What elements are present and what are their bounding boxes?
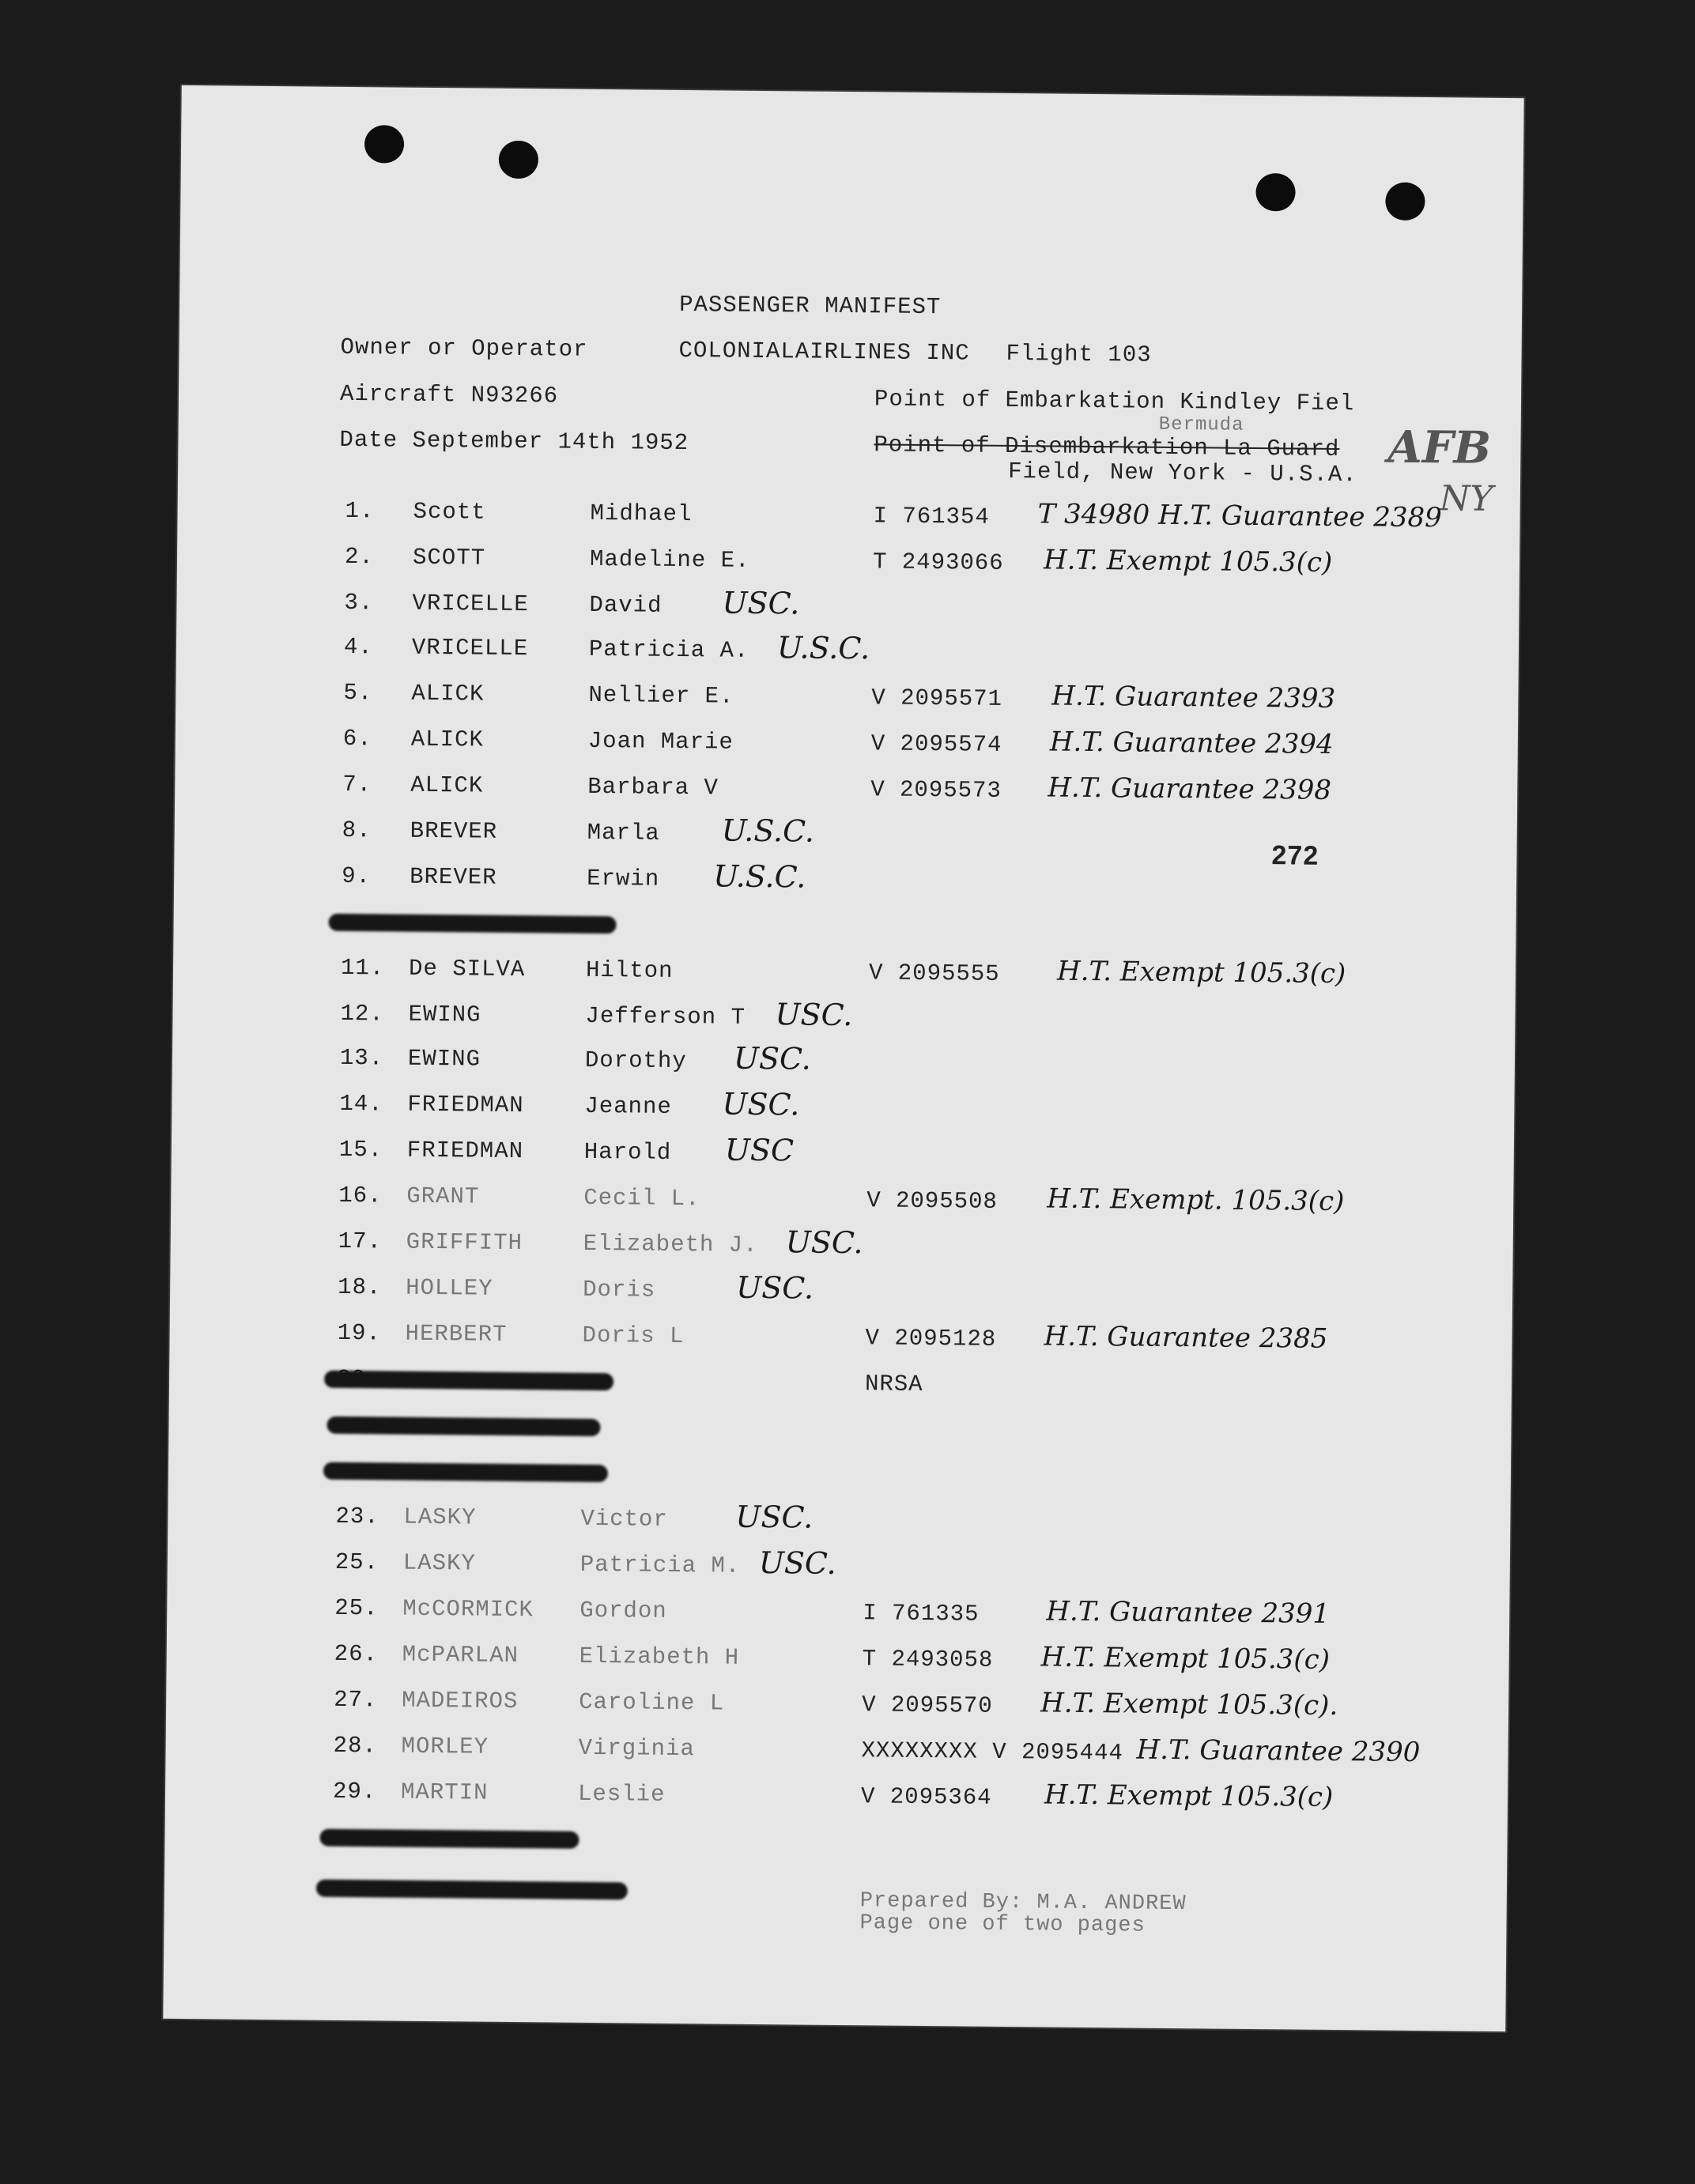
passenger-surname: LASKY	[403, 1503, 477, 1531]
row-number: 18.	[338, 1273, 382, 1301]
redaction-mark	[319, 1829, 579, 1849]
punch-hole	[1385, 183, 1425, 221]
row-number: 15.	[338, 1136, 383, 1164]
redaction-mark	[329, 914, 617, 934]
row-number: 13.	[339, 1044, 384, 1072]
row-number: 17.	[338, 1228, 383, 1255]
passenger-surname: MARTIN	[400, 1779, 489, 1806]
row-number: 6.	[342, 725, 372, 753]
usc-annotation: USC.	[785, 1224, 863, 1261]
passenger-surname: MORLEY	[401, 1733, 489, 1760]
page-count: Page one of two pages	[859, 1911, 1146, 1938]
passenger-given-name: Barbara V	[587, 773, 719, 802]
handwritten-note: H.T. Exempt 105.3(c)	[1043, 544, 1333, 579]
row-number: 29.	[332, 1778, 377, 1805]
handwritten-note: T 34980 H.T. Guarantee 2389	[1037, 498, 1442, 534]
travel-document: V 2095570	[861, 1692, 993, 1719]
row-number: 26.	[334, 1640, 379, 1668]
usc-annotation: U.S.C.	[712, 858, 806, 895]
punch-hole	[1255, 173, 1295, 211]
handwritten-note: H.T. Exempt 105.3(c)	[1056, 955, 1346, 990]
page-title: PASSENGER MANIFEST	[678, 291, 942, 321]
usc-annotation: USC.	[775, 997, 853, 1033]
passenger-given-name: Hilton	[585, 956, 674, 984]
usc-annotation: USC.	[758, 1545, 836, 1581]
passenger-given-name: Gordon	[579, 1597, 667, 1624]
passenger-surname: McCORMICK	[402, 1595, 534, 1624]
punch-hole	[364, 125, 404, 163]
disembarkation-point: Point of Disembarkation La Guard	[874, 432, 1340, 462]
manifest-date: Date September 14th 1952	[339, 426, 689, 457]
page-stamp: 272	[1271, 840, 1319, 871]
travel-document: I 761354	[873, 503, 990, 530]
passenger-given-name: Cecil L.	[583, 1184, 700, 1213]
row-number: 11.	[340, 954, 385, 982]
passenger-surname: FRIEDMAN	[407, 1091, 524, 1119]
row-number: 28.	[333, 1732, 377, 1760]
passenger-surname: SCOTT	[412, 544, 486, 571]
passenger-given-name: Harold	[583, 1138, 672, 1166]
travel-document: T 2493066	[872, 549, 1004, 576]
row-number: 14.	[339, 1090, 383, 1118]
handwritten-note: H.T. Exempt. 105.3(c)	[1047, 1183, 1345, 1218]
margin-note: AFB	[1387, 421, 1492, 474]
manifest-sheet	[163, 85, 1523, 2031]
row-number: 4.	[343, 633, 373, 661]
passenger-given-name: Marla	[587, 819, 660, 847]
passenger-given-name: David	[589, 591, 663, 619]
redaction-mark	[324, 1371, 613, 1391]
passenger-surname: ALICK	[411, 680, 485, 707]
handwritten-note: H.T. Exempt 105.3(c)	[1040, 1641, 1331, 1676]
passenger-surname: ALICK	[410, 771, 484, 799]
row-number: 16.	[338, 1182, 383, 1209]
passenger-given-name: Jefferson T	[585, 1002, 746, 1031]
prepared-by: Prepared By: M.A. ANDREW	[859, 1889, 1187, 1917]
passenger-surname: ALICK	[410, 726, 485, 753]
passenger-surname: LASKY	[402, 1549, 477, 1577]
disembarkation-city: Field, New York - U.S.A.	[1007, 458, 1357, 488]
row-number: 19.	[337, 1319, 382, 1347]
margin-note-ny: NY	[1439, 478, 1493, 519]
row-number: 12.	[340, 1000, 384, 1028]
travel-document: V 2095574	[870, 730, 1002, 758]
passenger-given-name: Midhael	[590, 500, 693, 528]
passenger-given-name: Jeanne	[584, 1092, 672, 1120]
row-number: 1.	[345, 497, 375, 525]
passenger-surname: GRIFFITH	[406, 1228, 523, 1257]
travel-document: V 2095573	[870, 776, 1002, 804]
travel-document: XXXXXXXX V 2095444	[861, 1737, 1124, 1767]
passenger-given-name: Virginia	[578, 1734, 695, 1763]
punch-hole	[499, 141, 538, 179]
handwritten-note: H.T. Exempt 105.3(c).	[1040, 1687, 1338, 1722]
passenger-surname: BREVER	[410, 817, 498, 845]
embarkation-point: Point of Embarkation Kindley Fiel	[874, 386, 1355, 417]
handwritten-note: H.T. Exempt 105.3(c)	[1044, 1779, 1334, 1813]
passenger-surname: BREVER	[410, 863, 497, 891]
passenger-surname: McPARLAN	[402, 1641, 519, 1669]
passenger-surname: VRICELLE	[412, 590, 529, 618]
passenger-given-name: Nellier E.	[588, 681, 734, 710]
row-number: 27.	[334, 1686, 378, 1714]
row-number: 25.	[334, 1594, 379, 1622]
passenger-given-name: Dorothy	[584, 1047, 687, 1075]
passenger-given-name: Erwin	[587, 865, 660, 892]
travel-document: T 2493058	[862, 1646, 994, 1673]
usc-annotation: USC.	[736, 1269, 814, 1306]
usc-annotation: USC.	[722, 1086, 800, 1122]
passenger-surname: HOLLEY	[406, 1274, 493, 1302]
handwritten-note: H.T. Guarantee 2390	[1136, 1733, 1421, 1769]
usc-annotation: USC.	[722, 585, 800, 621]
usc-annotation: USC	[724, 1132, 795, 1168]
passenger-given-name: Patricia M.	[579, 1551, 741, 1579]
passenger-given-name: Patricia A.	[588, 636, 749, 664]
row-number: 8.	[342, 817, 372, 844]
table-row	[164, 1873, 1507, 1932]
passenger-given-name: Elizabeth J.	[583, 1230, 758, 1258]
redaction-mark	[327, 1416, 600, 1436]
handwritten-note: H.T. Guarantee 2385	[1044, 1320, 1328, 1355]
usc-annotation: U.S.C.	[721, 813, 815, 849]
passenger-surname: De SILVA	[408, 955, 526, 983]
passenger-given-name: Victor	[580, 1505, 668, 1533]
row-number: 25.	[334, 1548, 379, 1576]
redaction-mark	[316, 1880, 628, 1900]
passenger-surname: EWING	[408, 1001, 481, 1028]
passenger-surname: EWING	[407, 1045, 481, 1073]
flight-number: Flight 103	[1006, 340, 1152, 368]
passenger-surname: Scott	[413, 498, 486, 526]
passenger-surname: VRICELLE	[411, 634, 529, 662]
travel-document: V 2095555	[868, 960, 1000, 987]
passenger-given-name: Leslie	[577, 1780, 666, 1808]
travel-document: NRSA	[864, 1371, 923, 1398]
aircraft: Aircraft N93266	[339, 380, 559, 409]
bermuda-note: Bermuda	[1158, 413, 1244, 436]
passenger-given-name: Doris L	[582, 1322, 685, 1350]
passenger-surname: GRANT	[406, 1183, 480, 1210]
passenger-given-name: Madeline E.	[589, 545, 750, 574]
row-number: 2.	[344, 543, 375, 571]
passenger-given-name: Caroline L	[579, 1688, 725, 1717]
usc-annotation: U.S.C.	[776, 630, 870, 666]
redaction-mark	[323, 1462, 608, 1482]
handwritten-note: H.T. Guarantee 2398	[1048, 771, 1332, 806]
row-number: 23.	[335, 1503, 379, 1530]
passenger-given-name: Elizabeth H	[579, 1643, 740, 1671]
passenger-given-name: Doris	[583, 1276, 656, 1303]
row-number: 3.	[344, 589, 374, 617]
travel-document: V 2095571	[871, 685, 1003, 712]
handwritten-note: H.T. Guarantee 2391	[1046, 1595, 1331, 1630]
travel-document: V 2095128	[865, 1325, 997, 1352]
owner-value: COLONIALAIRLINES INC	[678, 337, 970, 367]
row-number: 9.	[342, 862, 372, 890]
handwritten-note: H.T. Guarantee 2393	[1051, 680, 1336, 715]
passenger-given-name: Joan Marie	[587, 727, 734, 756]
usc-annotation: USC.	[733, 1040, 812, 1077]
passenger-surname: MADEIROS	[402, 1687, 519, 1715]
row-number: 7.	[342, 771, 372, 798]
passenger-surname: HERBERT	[405, 1320, 508, 1348]
row-number: 5.	[343, 679, 373, 707]
passenger-surname: FRIEDMAN	[406, 1137, 524, 1165]
owner-label: Owner or Operator	[340, 334, 588, 363]
handwritten-note: H.T. Guarantee 2394	[1049, 726, 1334, 760]
travel-document: V 2095508	[866, 1187, 999, 1215]
travel-document: V 2095364	[860, 1783, 992, 1811]
travel-document: I 761335	[863, 1600, 980, 1628]
usc-annotation: USC.	[735, 1499, 814, 1535]
